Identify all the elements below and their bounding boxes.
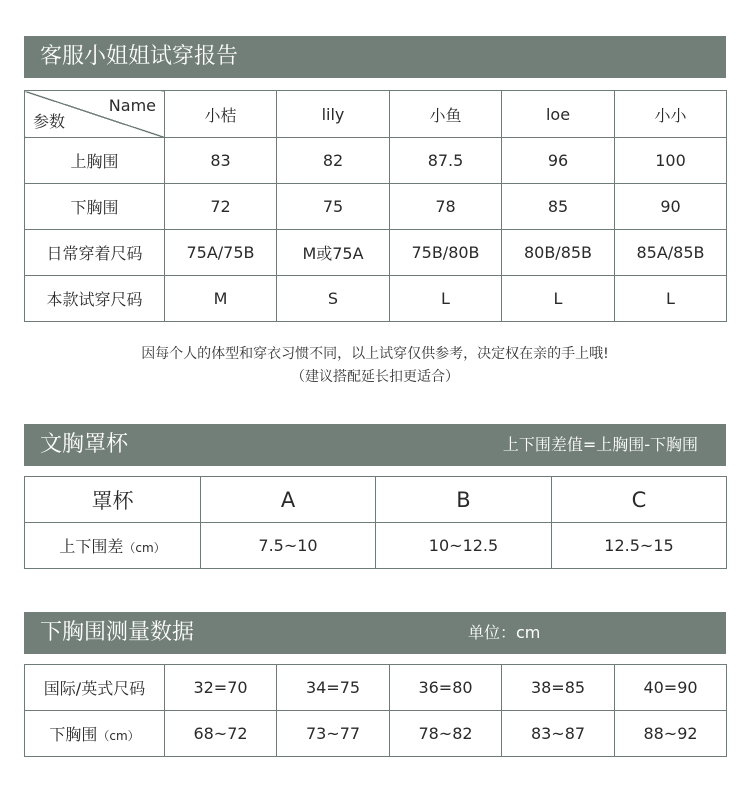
table-cell: 82 xyxy=(277,138,390,184)
table-row xyxy=(25,138,727,184)
cup-header: 罩杯 xyxy=(25,477,201,523)
section-header-underbust xyxy=(24,612,726,654)
section-title: 客服小姐姐试穿报告 xyxy=(40,44,239,69)
table-cell: 40=90 xyxy=(615,665,727,711)
underbust-table xyxy=(24,664,727,757)
table-header-row xyxy=(25,477,727,523)
name-header: 小鱼 xyxy=(390,91,502,138)
disclaimer: 因每个人的体型和穿衣习惯不同，以上试穿仅供参考，决定权在亲的手上哦! xyxy=(141,346,609,362)
corner-param-label: 参数 xyxy=(33,112,66,131)
row-label-text: 上下围差 xyxy=(59,537,124,556)
table-cell: L xyxy=(502,276,615,322)
table-row xyxy=(25,230,727,276)
table-cell: M或75A xyxy=(277,230,390,276)
table-cell: 7.5~10 xyxy=(201,523,376,569)
table-cell: 32=70 xyxy=(165,665,277,711)
table-header-row xyxy=(25,91,727,138)
table-cell: 100 xyxy=(615,138,727,184)
row-label xyxy=(25,523,201,569)
table-cell: 75B/80B xyxy=(390,230,502,276)
section-header-cup-size xyxy=(24,424,726,466)
table-cell: 78 xyxy=(390,184,502,230)
row-label: 上胸围 xyxy=(25,138,165,184)
try-on-table xyxy=(24,90,727,322)
name-header: loe xyxy=(502,91,615,138)
table-row xyxy=(25,184,727,230)
table-cell: 73~77 xyxy=(277,711,390,757)
section-note: 上下围差值=上胸围-下胸围 xyxy=(502,435,698,454)
row-label: 下胸围 xyxy=(25,184,165,230)
table-row xyxy=(25,523,727,569)
name-header: 小小 xyxy=(615,91,727,138)
table-cell: 38=85 xyxy=(502,665,615,711)
table-cell: 78~82 xyxy=(390,711,502,757)
table-cell: L xyxy=(390,276,502,322)
table-cell: 88~92 xyxy=(615,711,727,757)
table-cell: 10~12.5 xyxy=(376,523,552,569)
cup-header: A xyxy=(201,477,376,523)
table-row xyxy=(25,665,727,711)
table-cell: 90 xyxy=(615,184,727,230)
table-cell: 85A/85B xyxy=(615,230,727,276)
table-cell: 96 xyxy=(502,138,615,184)
table-row xyxy=(25,711,727,757)
table-cell: 75 xyxy=(277,184,390,230)
table-cell: 68~72 xyxy=(165,711,277,757)
table-cell: 34=75 xyxy=(277,665,390,711)
row-label-text: 下胸围 xyxy=(49,725,98,744)
corner-cell xyxy=(25,91,165,138)
disclaimer-extender-tip: （建议搭配延长扣更适合） xyxy=(291,369,459,385)
section-header-try-on-report xyxy=(24,36,726,78)
table-cell: 75A/75B xyxy=(165,230,277,276)
cup-header: C xyxy=(552,477,727,523)
table-cell: 80B/85B xyxy=(502,230,615,276)
corner-name-label: Name xyxy=(108,96,156,115)
row-label xyxy=(25,711,165,757)
section-title: 下胸围测量数据 xyxy=(40,620,195,645)
row-label-unit: （cm） xyxy=(123,541,166,555)
table-cell: 83 xyxy=(165,138,277,184)
table-cell: 87.5 xyxy=(390,138,502,184)
section-note: 单位：cm xyxy=(468,623,541,642)
table-cell: 85 xyxy=(502,184,615,230)
row-label: 日常穿着尺码 xyxy=(25,230,165,276)
cup-header: B xyxy=(376,477,552,523)
name-header: 小桔 xyxy=(165,91,277,138)
row-label: 国际/英式尺码 xyxy=(25,665,165,711)
table-cell: 12.5~15 xyxy=(552,523,727,569)
cup-size-table xyxy=(24,476,727,569)
table-cell: 83~87 xyxy=(502,711,615,757)
table-cell: S xyxy=(277,276,390,322)
section-title: 文胸罩杯 xyxy=(40,432,129,457)
name-header: lily xyxy=(277,91,390,138)
row-label-unit: （cm） xyxy=(97,729,140,743)
table-cell: 72 xyxy=(165,184,277,230)
table-cell: L xyxy=(615,276,727,322)
table-cell: 36=80 xyxy=(390,665,502,711)
table-row xyxy=(25,276,727,322)
table-cell: M xyxy=(165,276,277,322)
row-label: 本款试穿尺码 xyxy=(25,276,165,322)
